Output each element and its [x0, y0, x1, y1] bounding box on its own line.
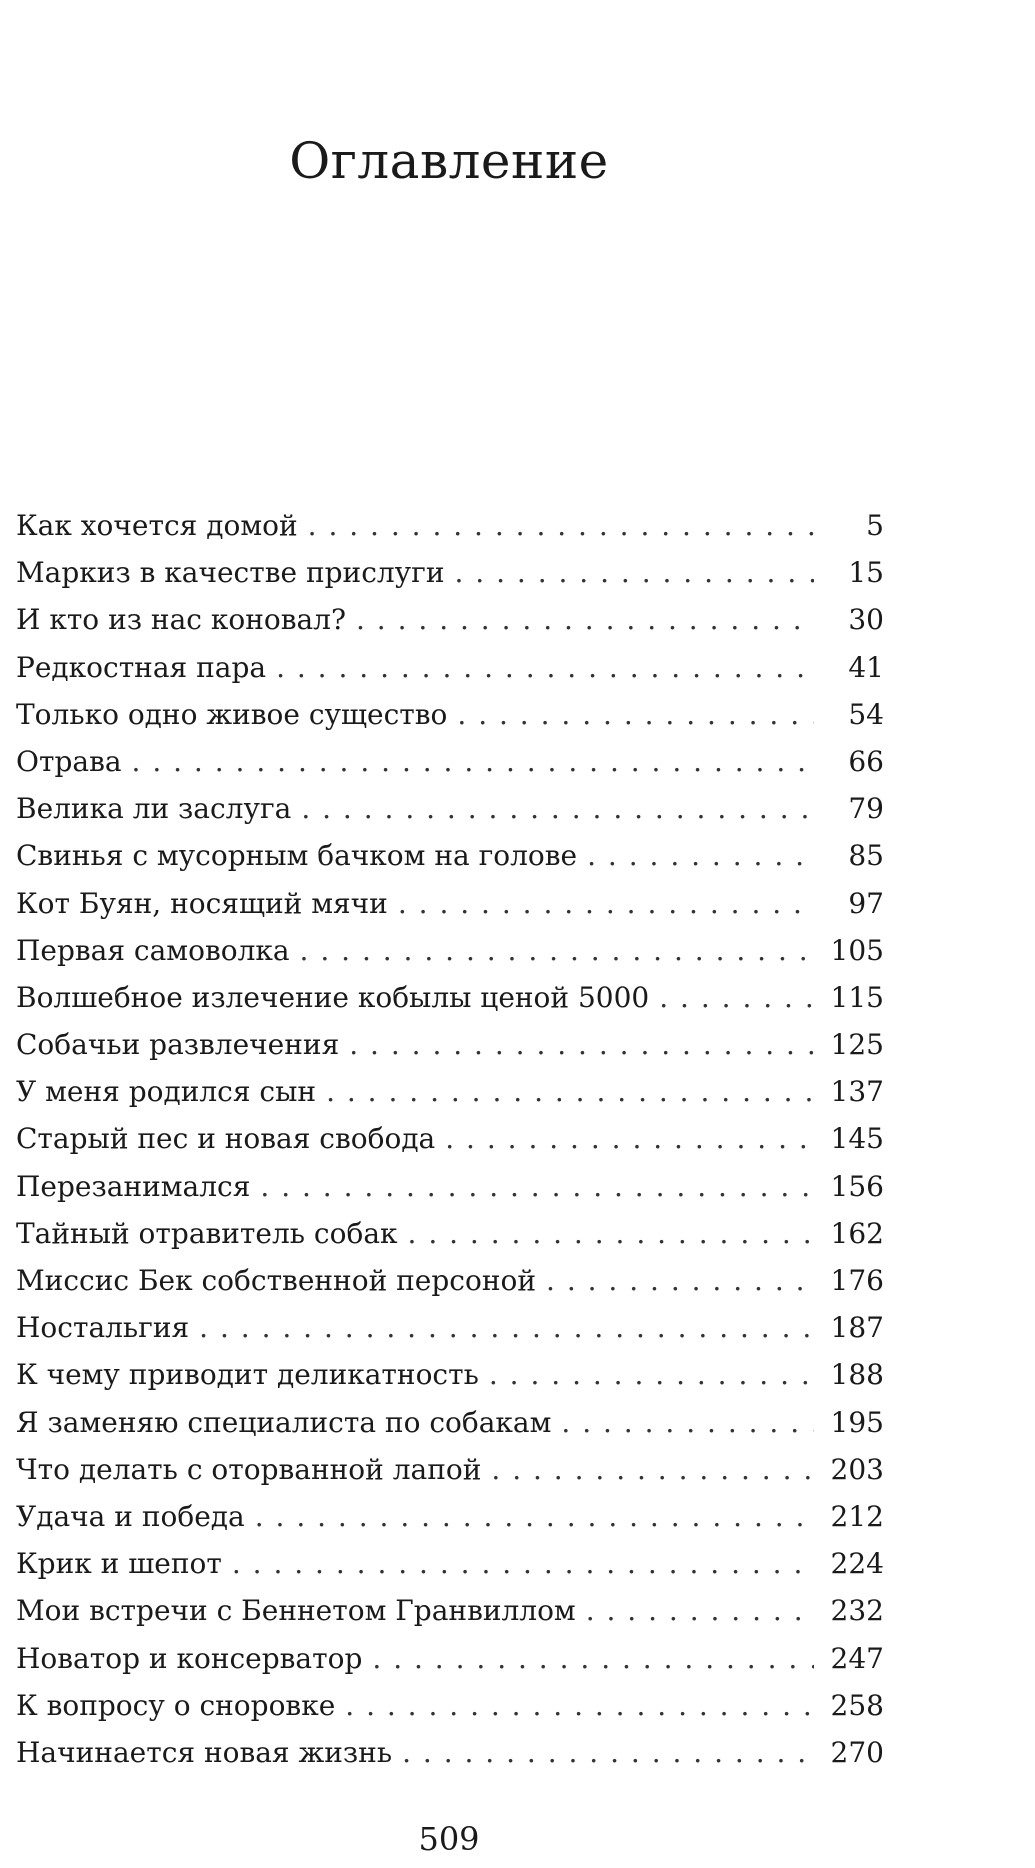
toc-entry	[16, 1351, 884, 1398]
toc-entry	[16, 1399, 884, 1446]
toc-dot-leader	[402, 1729, 814, 1776]
toc-entry	[16, 1493, 884, 1540]
toc-entry-page: 156	[830, 1169, 884, 1203]
toc-entry	[16, 502, 884, 549]
toc-entry	[16, 1068, 884, 1115]
toc-entry-page: 115	[830, 980, 884, 1014]
toc-entry-title: Волшебное излечение кобылы ценой 5000	[16, 980, 650, 1014]
toc-entry-page: 79	[848, 792, 884, 826]
toc-entry	[16, 1210, 884, 1257]
toc-dot-leader	[489, 1351, 814, 1398]
toc-dot-leader	[308, 502, 814, 549]
toc-entry-title: К чему приводит деликатность	[16, 1358, 479, 1392]
toc-entry-page: 258	[830, 1688, 884, 1722]
toc-entry-page: 125	[830, 1028, 884, 1062]
toc-dot-leader	[398, 880, 814, 927]
toc-entry-title: Первая самоволка	[16, 933, 290, 967]
toc-entry-title: Что делать с оторванной лапой	[16, 1452, 482, 1486]
toc-entry-page: 97	[848, 886, 884, 920]
toc-entry-page: 195	[830, 1405, 884, 1439]
toc-dot-leader	[345, 1682, 814, 1729]
toc-entry	[16, 785, 884, 832]
toc-entry-title: К вопросу о сноровке	[16, 1688, 336, 1722]
table-of-contents	[16, 502, 884, 1776]
toc-dot-leader	[491, 1446, 814, 1493]
toc-dot-leader	[300, 927, 814, 974]
toc-entry-page: 85	[848, 839, 884, 873]
toc-entry-page: 162	[830, 1216, 884, 1250]
toc-dot-leader	[445, 1115, 814, 1162]
toc-entry	[16, 644, 884, 691]
toc-entry	[16, 738, 884, 785]
toc-dot-leader	[372, 1635, 814, 1682]
toc-dot-leader	[586, 1587, 814, 1634]
toc-dot-leader	[408, 1210, 814, 1257]
page-number: 509	[418, 1820, 480, 1858]
toc-dot-leader	[356, 596, 814, 643]
toc-entry	[16, 1163, 884, 1210]
toc-entry-title: Перезанимался	[16, 1169, 251, 1203]
toc-entry	[16, 1257, 884, 1304]
toc-entry-title: И кто из нас коновал?	[16, 603, 346, 637]
toc-entry-title: Маркиз в качестве прислуги	[16, 556, 445, 590]
toc-entry-page: 232	[830, 1594, 884, 1628]
toc-entry-page: 247	[830, 1641, 884, 1675]
toc-entry-title: Удача и победа	[16, 1499, 245, 1533]
toc-entry	[16, 1635, 884, 1682]
toc-entry-title: Ностальгия	[16, 1311, 190, 1345]
toc-entry	[16, 1540, 884, 1587]
toc-dot-leader	[199, 1304, 814, 1351]
toc-entry	[16, 832, 884, 879]
toc-dot-leader	[587, 832, 814, 879]
toc-entry	[16, 549, 884, 596]
toc-dot-leader	[232, 1540, 814, 1587]
toc-entry-page: 54	[848, 697, 884, 731]
toc-entry-title: Мои встречи с Беннетом Гранвиллом	[16, 1594, 576, 1628]
toc-dot-leader	[457, 691, 814, 738]
toc-dot-leader	[546, 1257, 814, 1304]
toc-entry-page: 270	[830, 1735, 884, 1769]
toc-entry	[16, 927, 884, 974]
toc-dot-leader	[132, 738, 814, 785]
toc-entry	[16, 1115, 884, 1162]
toc-entry-page: 41	[848, 650, 884, 684]
toc-entry	[16, 1304, 884, 1351]
toc-entry-title: Отрава	[16, 744, 122, 778]
toc-entry-title: Свинья с мусорным бачком на голове	[16, 839, 578, 873]
page-title: Оглавление	[289, 132, 609, 190]
toc-entry-page: 224	[830, 1547, 884, 1581]
toc-entry-page: 5	[866, 509, 884, 542]
toc-entry-page: 212	[830, 1499, 884, 1533]
toc-entry-title: Только одно живое существо	[16, 697, 448, 731]
toc-dot-leader	[455, 549, 815, 596]
toc-entry-title: Новатор и консерватор	[16, 1641, 363, 1675]
toc-entry-title: Редкостная пара	[16, 650, 267, 684]
toc-entry-page: 203	[830, 1452, 884, 1486]
toc-entry-title: Как хочется домой	[16, 509, 298, 542]
toc-entry	[16, 1682, 884, 1729]
toc-entry-page: 188	[830, 1358, 884, 1392]
toc-dot-leader	[260, 1163, 814, 1210]
toc-dot-leader	[659, 974, 814, 1021]
toc-entry-title: Крик и шепот	[16, 1547, 222, 1581]
toc-entry-title: Тайный отравитель собак	[16, 1216, 398, 1250]
toc-entry-title: Старый пес и новая свобода	[16, 1122, 436, 1156]
toc-entry-page: 176	[830, 1264, 884, 1297]
toc-dot-leader	[301, 785, 814, 832]
toc-dot-leader	[326, 1068, 814, 1115]
toc-entry-title: У меня родился сын	[16, 1075, 317, 1109]
toc-entry-title: Начинается новая жизнь	[16, 1735, 393, 1769]
toc-entry-page: 66	[848, 744, 884, 778]
toc-entry-page: 137	[830, 1075, 884, 1109]
toc-entry-title: Я заменяю специалиста по собакам	[16, 1405, 552, 1439]
toc-entry	[16, 1587, 884, 1634]
toc-entry	[16, 596, 884, 643]
toc-dot-leader	[349, 1021, 814, 1068]
toc-entry	[16, 974, 884, 1021]
toc-entry-page: 187	[830, 1311, 884, 1345]
toc-entry-title: Кот Буян, носящий мячи	[16, 886, 388, 920]
toc-dot-leader	[276, 644, 814, 691]
toc-entry-title: Собачьи развлечения	[16, 1028, 340, 1062]
toc-entry-page: 15	[848, 556, 884, 590]
toc-entry-page: 105	[830, 933, 884, 967]
toc-dot-leader	[561, 1399, 814, 1446]
toc-entry-title: Миссис Бек собственной персоной	[16, 1264, 537, 1297]
toc-entry	[16, 1729, 884, 1776]
toc-entry	[16, 691, 884, 738]
toc-dot-leader	[255, 1493, 814, 1540]
toc-entry-title: Велика ли заслуга	[16, 792, 292, 826]
toc-entry	[16, 1021, 884, 1068]
toc-entry-page: 145	[830, 1122, 884, 1156]
toc-entry-page: 30	[848, 603, 884, 637]
toc-entry	[16, 1446, 884, 1493]
toc-entry	[16, 880, 884, 927]
